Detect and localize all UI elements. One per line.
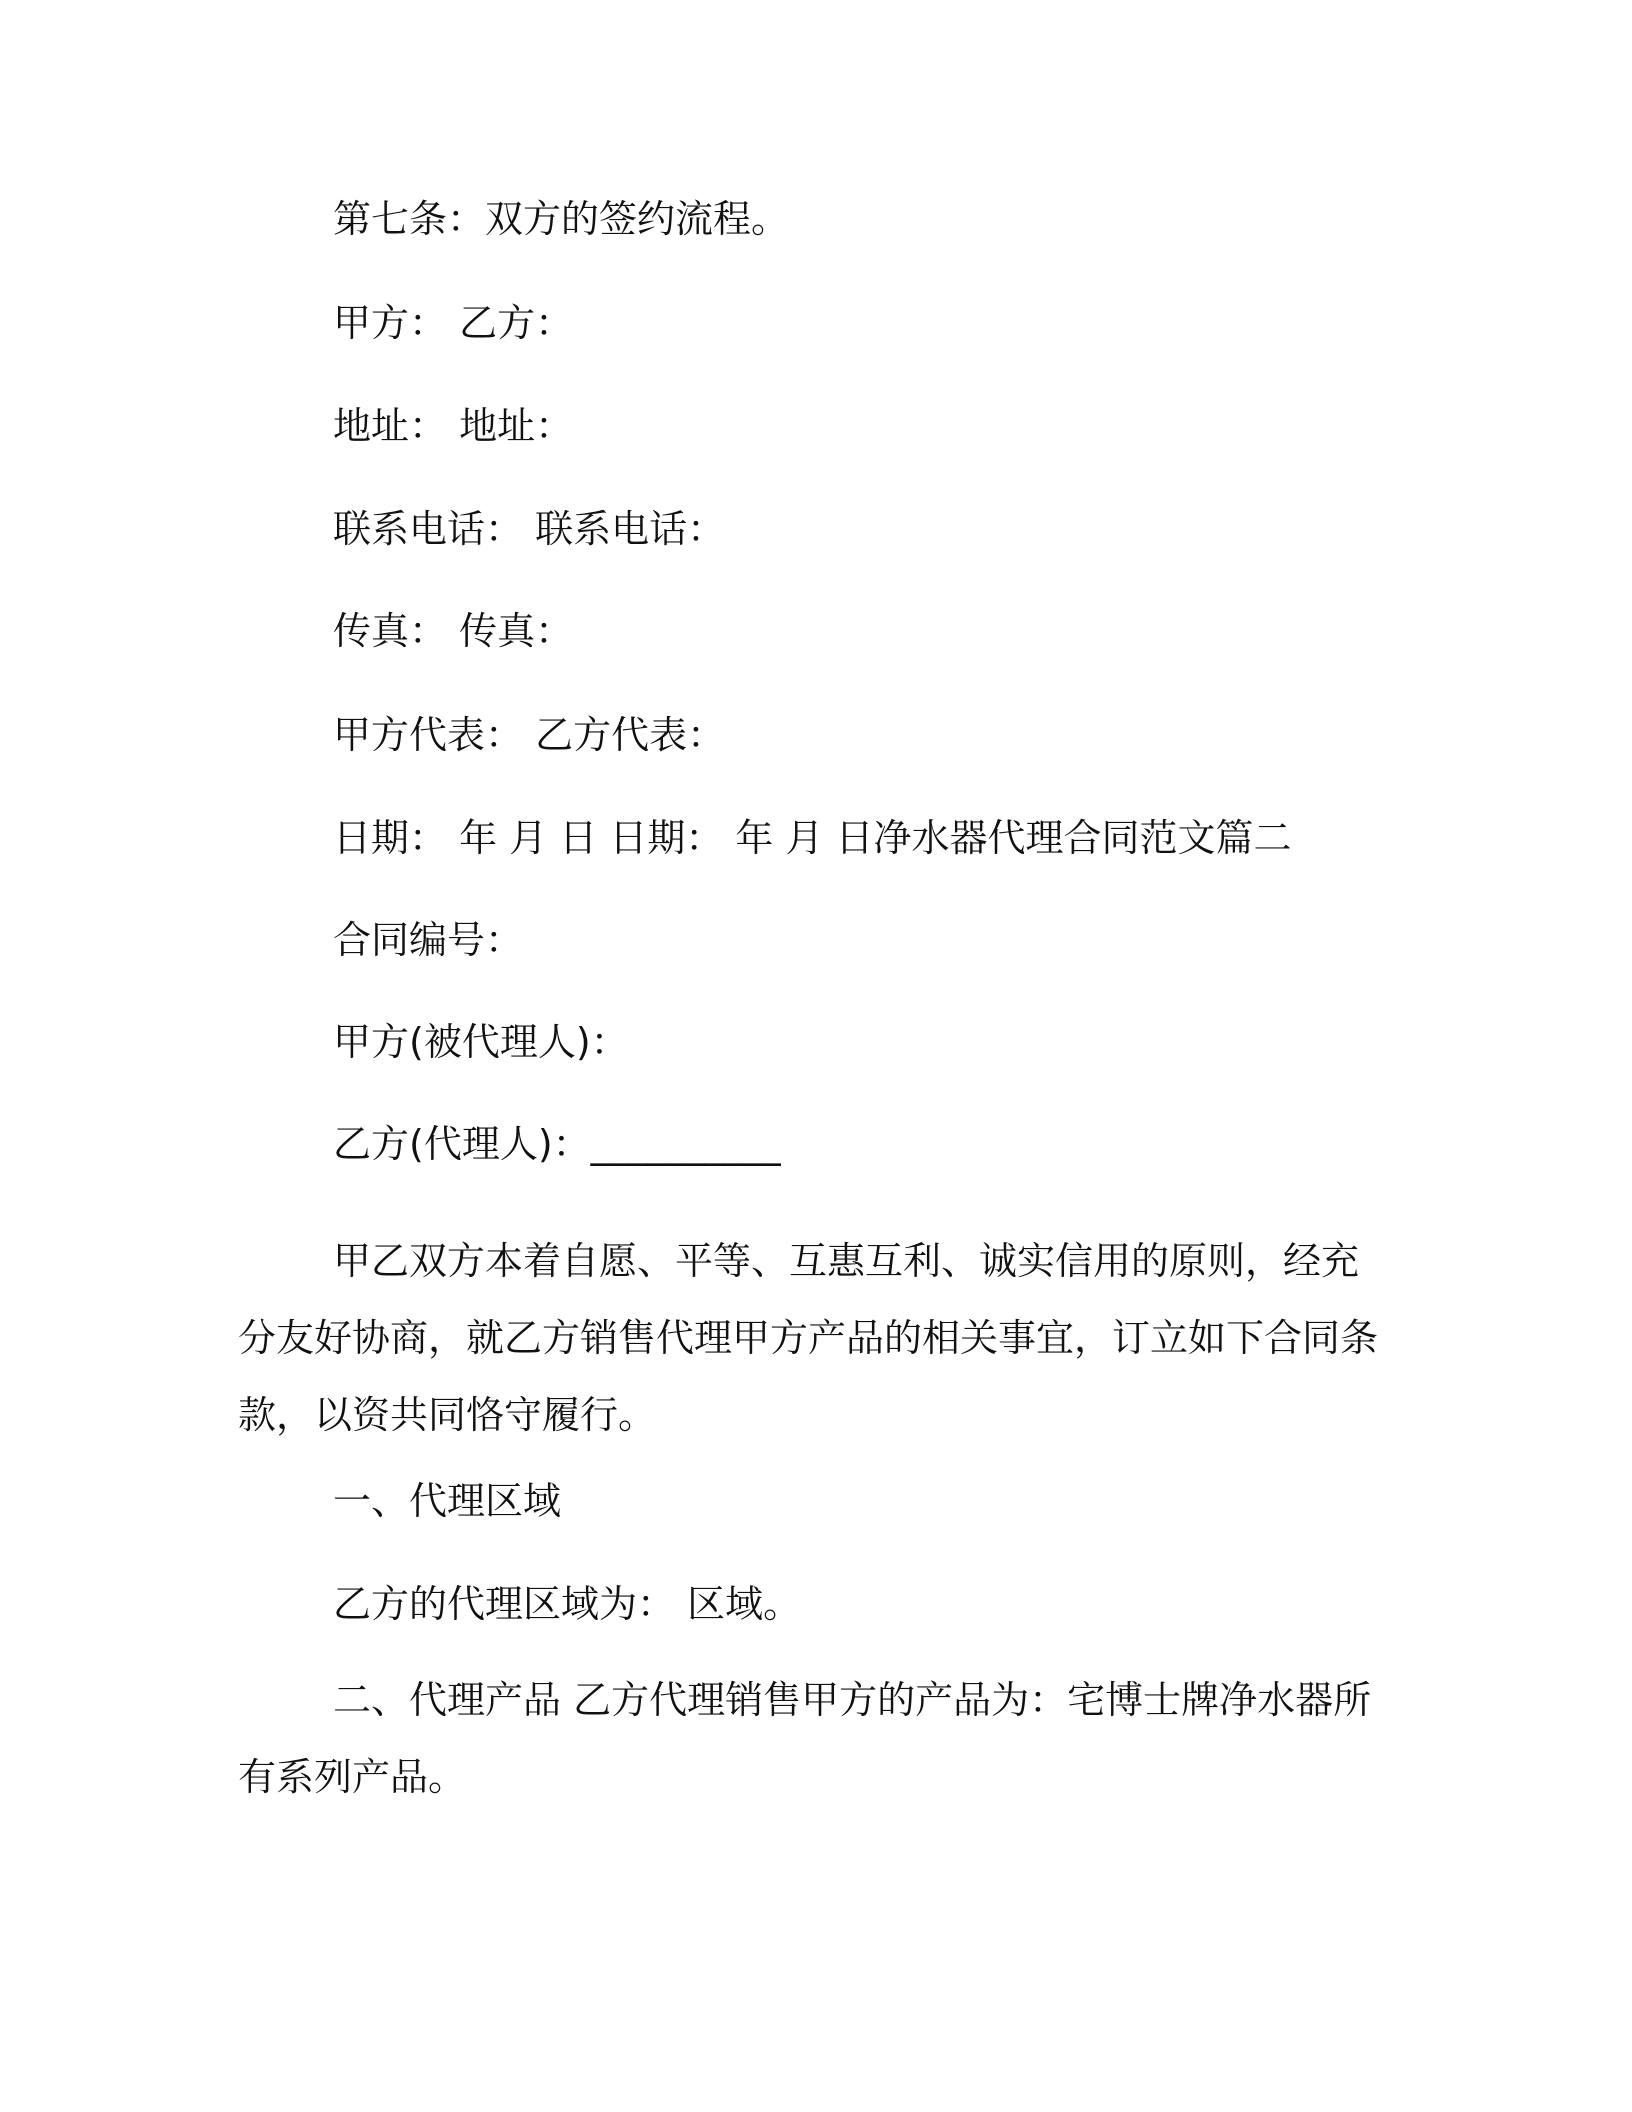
party-b-line: 乙方(代理人)：__________ xyxy=(333,1122,781,1166)
address-line: 地址： 地址： xyxy=(333,404,574,448)
intro-paragraph: 甲乙双方本着自愿、平等、互惠互利、诚实信用的原则，经充分友好协商，就乙方销售代理甲方产品的相关事宜，订立如下合同条款，以资共同恪守履行。 xyxy=(238,1239,1379,1437)
fax-line: 传真： 传真： xyxy=(333,609,574,653)
party-a-line: 甲方(被代理人)： xyxy=(333,1020,629,1064)
section-one-body: 乙方的代理区域为： 区域。 xyxy=(333,1582,802,1626)
party-line: 甲方： 乙方： xyxy=(333,301,574,345)
section-one-heading: 一、代理区域 xyxy=(333,1479,562,1523)
contract-number-line: 合同编号： xyxy=(333,918,524,962)
section-two-paragraph: 二、代理产品 乙方代理销售甲方的产品为：宅博士牌净水器所有系列产品。 xyxy=(238,1678,1372,1799)
phone-line: 联系电话： 联系电话： xyxy=(333,507,726,551)
article-seven-heading: 第七条：双方的签约流程。 xyxy=(333,197,790,241)
date-line: 日期： 年 月 日 日期： 年 月 日净水器代理合同范文篇二 xyxy=(333,816,1292,860)
representative-line: 甲方代表： 乙方代表： xyxy=(333,713,726,757)
